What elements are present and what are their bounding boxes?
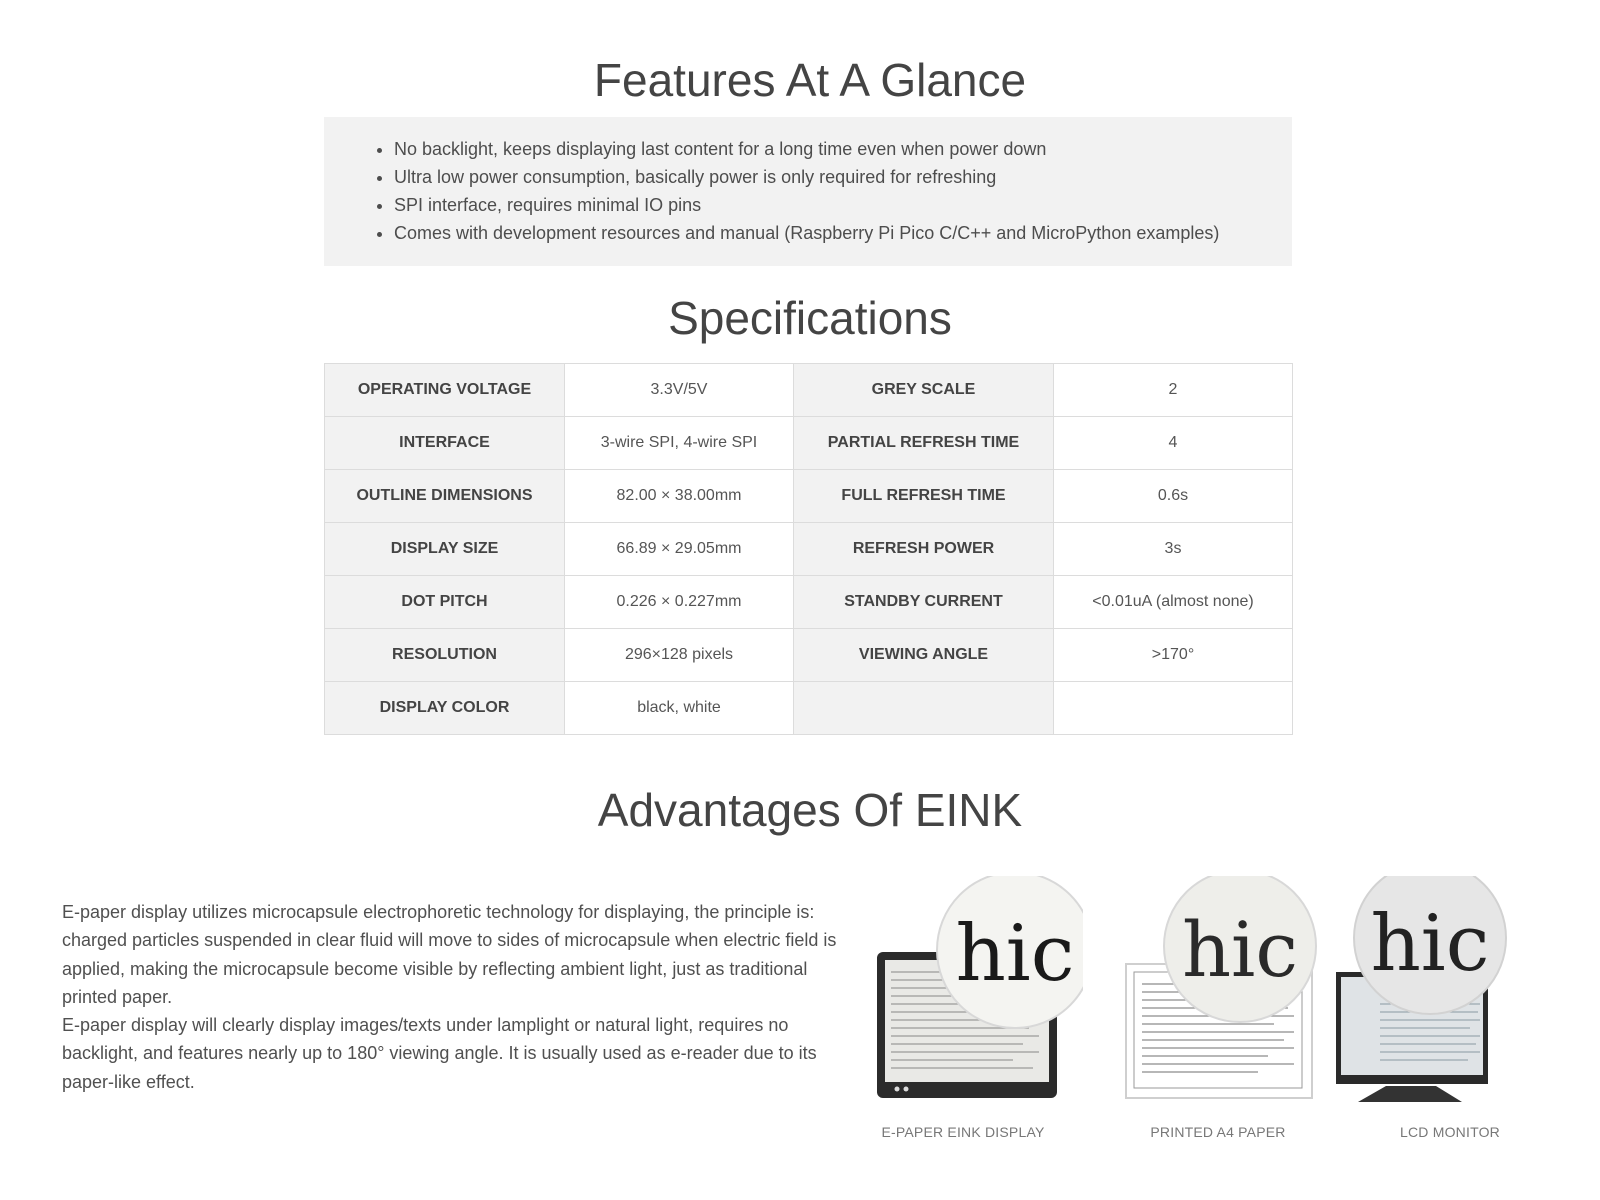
spec-label: INTERFACE [325, 417, 565, 470]
features-title: Features At A Glance [593, 54, 1027, 106]
printed-paper-illustration [1098, 876, 1338, 1126]
spec-label: STANDBY CURRENT [794, 576, 1054, 629]
specifications-title: Specifications [668, 292, 952, 344]
spec-row [325, 417, 1293, 470]
specifications-table [324, 363, 1293, 735]
feature-item: • No backlight, keeps displaying last content for a long time even when power down [394, 135, 1292, 163]
spec-value: 66.89 × 29.05mm [565, 523, 794, 576]
spec-value: 3.3V/5V [565, 364, 794, 417]
spec-row [325, 682, 1293, 735]
spec-value: 3-wire SPI, 4-wire SPI [565, 417, 794, 470]
eink-display-illustration [843, 876, 1083, 1126]
spec-value: >170° [1054, 629, 1293, 682]
spec-value: 0.6s [1054, 470, 1293, 523]
figure-caption: PRINTED A4 PAPER [1150, 1124, 1286, 1140]
spec-label: RESOLUTION [325, 629, 565, 682]
zoom-text: hic [1182, 905, 1298, 994]
spec-row [325, 576, 1293, 629]
zoom-text: hic [1370, 899, 1490, 989]
features-box [324, 117, 1292, 266]
spec-label: GREY SCALE [794, 364, 1054, 417]
spec-label: PARTIAL REFRESH TIME [794, 417, 1054, 470]
spec-row [325, 629, 1293, 682]
spec-label: VIEWING ANGLE [794, 629, 1054, 682]
spec-value: 3s [1054, 523, 1293, 576]
advantages-text [62, 898, 862, 1096]
advantages-title: Advantages Of EINK [597, 784, 1023, 836]
feature-item: • Ultra low power consumption, basically power is only required for refreshing [394, 163, 1292, 191]
spec-value: 0.226 × 0.227mm [565, 576, 794, 629]
spec-row [325, 364, 1293, 417]
spec-value: black, white [565, 682, 794, 735]
eink-display-figure [843, 876, 1083, 1146]
features-list [370, 135, 1292, 247]
spec-row [325, 470, 1293, 523]
spec-value: <0.01uA (almost none) [1054, 576, 1293, 629]
spec-value [1054, 682, 1293, 735]
spec-value: 4 [1054, 417, 1293, 470]
spec-label [794, 682, 1054, 735]
figure-caption: LCD MONITOR [1400, 1124, 1500, 1140]
spec-label: DISPLAY SIZE [325, 523, 565, 576]
spec-label: OPERATING VOLTAGE [325, 364, 565, 417]
figure-caption: E-PAPER EINK DISPLAY [881, 1124, 1045, 1140]
spec-label: DOT PITCH [325, 576, 565, 629]
spec-label: REFRESH POWER [794, 523, 1054, 576]
advantages-paragraph: E-paper display utilizes microcapsule electrophoretic technology for displaying, the principle is: charged particles suspended in clear fluid will move to sides of microcapsule when electric field is applied, making the microcapsule become visible by reflecting ambient light, just as traditional printed paper. [62, 902, 837, 1007]
spec-label: OUTLINE DIMENSIONS [325, 470, 565, 523]
spec-label: DISPLAY COLOR [325, 682, 565, 735]
spec-value: 82.00 × 38.00mm [565, 470, 794, 523]
spec-value: 2 [1054, 364, 1293, 417]
lcd-monitor-figure [1330, 876, 1570, 1146]
spec-value: 296×128 pixels [565, 629, 794, 682]
spec-label: FULL REFRESH TIME [794, 470, 1054, 523]
feature-item: • SPI interface, requires minimal IO pins [394, 191, 1292, 219]
spec-row [325, 523, 1293, 576]
printed-paper-figure [1098, 876, 1338, 1146]
lcd-monitor-illustration [1330, 876, 1570, 1126]
zoom-text: hic [955, 909, 1075, 999]
feature-item: • Comes with development resources and manual (Raspberry Pi Pico C/C++ and MicroPython examples) [394, 219, 1292, 247]
advantages-paragraph: E-paper display will clearly display images/texts under lamplight or natural light, requires no backlight, and features nearly up to 180° viewing angle. It is usually used as e-reader due to its paper-like effect. [62, 1015, 817, 1092]
